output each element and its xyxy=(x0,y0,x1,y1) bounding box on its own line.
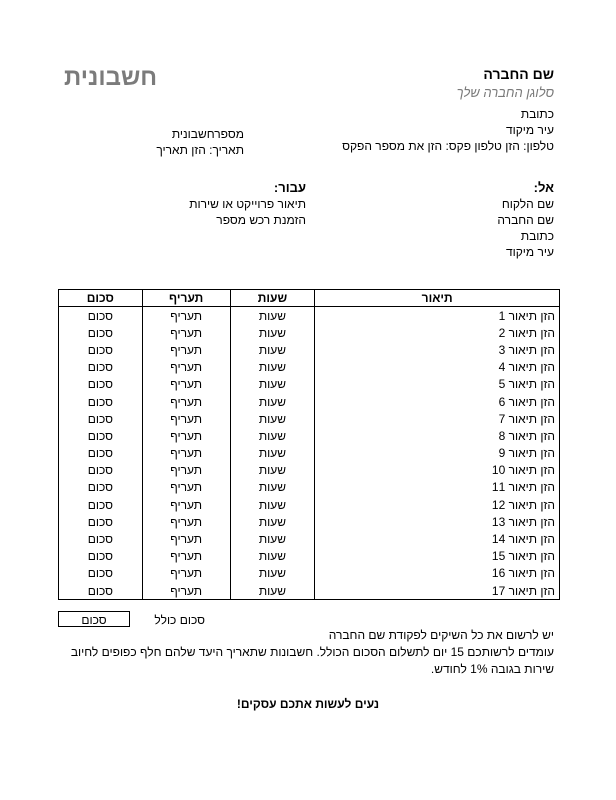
payment-notes xyxy=(54,627,554,678)
invoice-number: מספרחשבונית xyxy=(171,127,244,141)
table-row xyxy=(59,513,560,530)
row-amount: סכום xyxy=(59,376,143,393)
row-hours: שעות xyxy=(230,359,315,376)
row-rate: תעריף xyxy=(142,479,230,496)
customer-city-zip: עיר מיקוד xyxy=(505,245,554,259)
row-rate: תעריף xyxy=(142,427,230,444)
row-amount: סכום xyxy=(59,445,143,462)
row-description: הזן תיאור 6 xyxy=(315,393,560,410)
company-address xyxy=(254,106,554,154)
table-row xyxy=(59,324,560,341)
row-description: הזן תיאור 17 xyxy=(315,582,560,600)
bill-to-label: אל: xyxy=(533,180,554,195)
row-description: הזן תיאור 3 xyxy=(315,341,560,358)
row-rate: תעריף xyxy=(142,341,230,358)
row-hours: שעות xyxy=(230,445,315,462)
row-amount: סכום xyxy=(59,462,143,479)
table-row xyxy=(59,393,560,410)
row-hours: שעות xyxy=(230,479,315,496)
row-hours: שעות xyxy=(230,410,315,427)
note-line: יש לרשום את כל השיקים לפקודת שם החברה xyxy=(328,628,554,642)
table-row xyxy=(59,445,560,462)
table-row xyxy=(59,341,560,358)
row-amount: סכום xyxy=(59,324,143,341)
document-title: חשבונית xyxy=(64,64,158,91)
address-line: כתובת xyxy=(520,107,554,121)
row-rate: תעריף xyxy=(142,496,230,513)
company-slogan: סלוגן החברה שלך xyxy=(456,85,554,100)
table-row xyxy=(59,462,560,479)
row-amount: סכום xyxy=(59,410,143,427)
table-row xyxy=(59,359,560,376)
row-description: הזן תיאור 11 xyxy=(315,479,560,496)
table-row xyxy=(59,548,560,565)
table-row xyxy=(59,410,560,427)
row-rate: תעריף xyxy=(142,513,230,530)
customer-company: שם החברה xyxy=(497,213,554,227)
row-rate: תעריף xyxy=(142,548,230,565)
row-description: הזן תיאור 5 xyxy=(315,376,560,393)
row-amount: סכום xyxy=(59,548,143,565)
for-section xyxy=(136,180,306,228)
total-label: סכום כולל xyxy=(154,613,205,627)
purchase-order: הזמנת רכש מספר xyxy=(216,213,306,227)
row-hours: שעות xyxy=(230,548,315,565)
company-name: שם החברה xyxy=(483,66,554,82)
header-rate: תעריף xyxy=(142,290,230,307)
row-rate: תעריף xyxy=(142,359,230,376)
row-hours: שעות xyxy=(230,565,315,582)
row-rate: תעריף xyxy=(142,410,230,427)
row-rate: תעריף xyxy=(142,393,230,410)
row-description: הזן תיאור 15 xyxy=(315,548,560,565)
row-amount: סכום xyxy=(59,513,143,530)
customer-name: שם הלקוח xyxy=(501,197,554,211)
row-description: הזן תיאור 9 xyxy=(315,445,560,462)
header-amount: סכום xyxy=(59,290,143,307)
table-row xyxy=(59,582,560,600)
row-hours: שעות xyxy=(230,307,315,325)
row-rate: תעריף xyxy=(142,582,230,600)
city-zip-line: עיר מיקוד xyxy=(505,123,554,137)
row-rate: תעריף xyxy=(142,307,230,325)
row-amount: סכום xyxy=(59,582,143,600)
row-hours: שעות xyxy=(230,427,315,444)
row-amount: סכום xyxy=(59,565,143,582)
row-hours: שעות xyxy=(230,324,315,341)
phone-fax-line: טלפון: הזן טלפון פקס: הזן את מספר הפקס xyxy=(342,139,554,153)
row-description: הזן תיאור 2 xyxy=(315,324,560,341)
invoice-meta xyxy=(64,126,244,158)
row-hours: שעות xyxy=(230,530,315,547)
row-description: הזן תיאור 10 xyxy=(315,462,560,479)
row-description: הזן תיאור 7 xyxy=(315,410,560,427)
header-hours: שעות xyxy=(230,290,315,307)
row-rate: תעריף xyxy=(142,565,230,582)
row-description: הזן תיאור 12 xyxy=(315,496,560,513)
table-body xyxy=(59,307,560,600)
note-line: שירות בגובה 1% לחודש. xyxy=(430,662,554,676)
row-amount: סכום xyxy=(59,479,143,496)
row-hours: שעות xyxy=(230,393,315,410)
row-amount: סכום xyxy=(59,530,143,547)
row-rate: תעריף xyxy=(142,530,230,547)
row-amount: סכום xyxy=(59,359,143,376)
row-description: הזן תיאור 1 xyxy=(315,307,560,325)
bill-to xyxy=(394,180,554,260)
header-description: תיאור xyxy=(315,290,560,307)
table-row xyxy=(59,496,560,513)
row-description: הזן תיאור 14 xyxy=(315,530,560,547)
table-row xyxy=(59,427,560,444)
row-hours: שעות xyxy=(230,513,315,530)
row-hours: שעות xyxy=(230,462,315,479)
row-amount: סכום xyxy=(59,427,143,444)
customer-address: כתובת xyxy=(520,229,554,243)
row-description: הזן תיאור 13 xyxy=(315,513,560,530)
row-description: הזן תיאור 16 xyxy=(315,565,560,582)
row-rate: תעריף xyxy=(142,324,230,341)
row-hours: שעות xyxy=(230,496,315,513)
for-label: עבור: xyxy=(273,180,306,195)
row-amount: סכום xyxy=(59,393,143,410)
total-value: סכום xyxy=(58,611,130,627)
row-amount: סכום xyxy=(59,307,143,325)
row-hours: שעות xyxy=(230,341,315,358)
row-description: הזן תיאור 8 xyxy=(315,427,560,444)
table-row xyxy=(59,530,560,547)
table-row xyxy=(59,376,560,393)
project-description: תיאור פרוייקט או שירות xyxy=(189,197,306,211)
row-description: הזן תיאור 4 xyxy=(315,359,560,376)
row-rate: תעריף xyxy=(142,462,230,479)
row-rate: תעריף xyxy=(142,445,230,462)
table-row xyxy=(59,307,560,325)
table-header-row xyxy=(59,290,560,307)
row-amount: סכום xyxy=(59,341,143,358)
table-row xyxy=(59,565,560,582)
row-hours: שעות xyxy=(230,376,315,393)
table-row xyxy=(59,479,560,496)
invoice-date: תאריך: הזן תאריך xyxy=(156,143,244,157)
note-line: עומדים לרשותכם 15 יום לתשלום הסכום הכולל. חשבונות שתאריך היעד שלהם חלף כפופים לחיוב xyxy=(70,645,554,659)
row-hours: שעות xyxy=(230,582,315,600)
closing-message: נעים לעשות אתכם עסקים! xyxy=(236,697,380,711)
row-rate: תעריף xyxy=(142,376,230,393)
items-table xyxy=(58,289,560,600)
row-amount: סכום xyxy=(59,496,143,513)
